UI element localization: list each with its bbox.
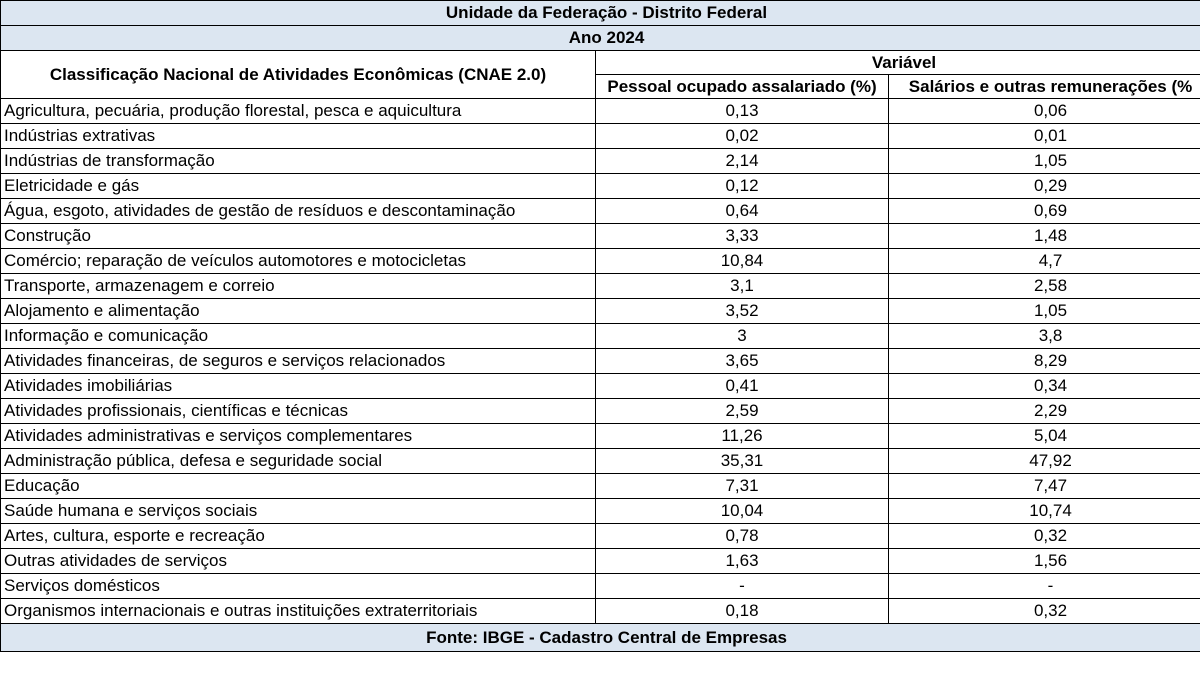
pessoal-value-cell[interactable]: 3,65 [596, 349, 889, 374]
footer-row [1, 624, 1200, 652]
year-label[interactable]: Ano 2024 [1, 26, 1200, 51]
pessoal-value-cell[interactable]: 0,18 [596, 599, 889, 624]
activity-label-cell[interactable]: Artes, cultura, esporte e recreação [1, 524, 596, 549]
activity-label-cell[interactable]: Transporte, armazenagem e correio [1, 274, 596, 299]
salarios-value-cell[interactable]: 10,74 [889, 499, 1200, 524]
source-footer[interactable]: Fonte: IBGE - Cadastro Central de Empresas [1, 624, 1200, 652]
activity-label-cell[interactable]: Comércio; reparação de veículos automotores e motocicletas [1, 249, 596, 274]
pessoal-value-cell[interactable]: 0,13 [596, 99, 889, 124]
header-row [1, 51, 1200, 75]
pessoal-value-cell[interactable]: 10,84 [596, 249, 889, 274]
activity-label-cell[interactable]: Atividades profissionais, científicas e técnicas [1, 399, 596, 424]
table-row [1, 249, 1200, 274]
salarios-value-cell[interactable]: - [889, 574, 1200, 599]
table-row [1, 374, 1200, 399]
table-row [1, 274, 1200, 299]
salarios-value-cell[interactable]: 1,05 [889, 299, 1200, 324]
pessoal-value-cell[interactable]: 3,52 [596, 299, 889, 324]
table-row [1, 324, 1200, 349]
salarios-value-cell[interactable]: 0,29 [889, 174, 1200, 199]
activity-label-cell[interactable]: Administração pública, defesa e seguridade social [1, 449, 596, 474]
table-row [1, 199, 1200, 224]
activity-label-cell[interactable]: Organismos internacionais e outras instituições extraterritoriais [1, 599, 596, 624]
title-row [1, 1, 1200, 26]
pessoal-value-cell[interactable]: 2,14 [596, 149, 889, 174]
col-header-salarios[interactable]: Salários e outras remunerações (% [889, 75, 1200, 99]
activity-label-cell[interactable]: Atividades administrativas e serviços complementares [1, 424, 596, 449]
salarios-value-cell[interactable]: 8,29 [889, 349, 1200, 374]
pessoal-value-cell[interactable]: 0,12 [596, 174, 889, 199]
table-row [1, 99, 1200, 124]
salarios-value-cell[interactable]: 1,05 [889, 149, 1200, 174]
activity-label-cell[interactable]: Informação e comunicação [1, 324, 596, 349]
pessoal-value-cell[interactable]: 1,63 [596, 549, 889, 574]
salarios-value-cell[interactable]: 3,8 [889, 324, 1200, 349]
salarios-value-cell[interactable]: 7,47 [889, 474, 1200, 499]
table-row [1, 224, 1200, 249]
salarios-value-cell[interactable]: 2,29 [889, 399, 1200, 424]
activity-label-cell[interactable]: Serviços domésticos [1, 574, 596, 599]
activity-label-cell[interactable]: Atividades imobiliárias [1, 374, 596, 399]
salarios-value-cell[interactable]: 5,04 [889, 424, 1200, 449]
salarios-value-cell[interactable]: 0,34 [889, 374, 1200, 399]
pessoal-value-cell[interactable]: 3 [596, 324, 889, 349]
salarios-value-cell[interactable]: 0,32 [889, 524, 1200, 549]
table-row [1, 524, 1200, 549]
salarios-value-cell[interactable]: 4,7 [889, 249, 1200, 274]
table-row [1, 399, 1200, 424]
pessoal-value-cell[interactable]: 2,59 [596, 399, 889, 424]
table-row [1, 174, 1200, 199]
classification-header[interactable]: Classificação Nacional de Atividades Econômicas (CNAE 2.0) [1, 51, 596, 99]
activity-label-cell[interactable]: Educação [1, 474, 596, 499]
activity-label-cell[interactable]: Outras atividades de serviços [1, 549, 596, 574]
table-row [1, 299, 1200, 324]
table-row [1, 449, 1200, 474]
variable-header[interactable]: Variável [596, 51, 1200, 75]
pessoal-value-cell[interactable]: 3,33 [596, 224, 889, 249]
table-row [1, 149, 1200, 174]
pessoal-value-cell[interactable]: 3,1 [596, 274, 889, 299]
pessoal-value-cell[interactable]: 11,26 [596, 424, 889, 449]
salarios-value-cell[interactable]: 2,58 [889, 274, 1200, 299]
table-row [1, 599, 1200, 624]
activity-label-cell[interactable]: Atividades financeiras, de seguros e serviços relacionados [1, 349, 596, 374]
salarios-value-cell[interactable]: 1,56 [889, 549, 1200, 574]
pessoal-value-cell[interactable]: - [596, 574, 889, 599]
pessoal-value-cell[interactable]: 7,31 [596, 474, 889, 499]
table-row [1, 574, 1200, 599]
table-title[interactable]: Unidade da Federação - Distrito Federal [1, 1, 1200, 26]
activity-label-cell[interactable]: Saúde humana e serviços sociais [1, 499, 596, 524]
table-row [1, 549, 1200, 574]
activity-label-cell[interactable]: Indústrias extrativas [1, 124, 596, 149]
activity-label-cell[interactable]: Indústrias de transformação [1, 149, 596, 174]
table-row [1, 499, 1200, 524]
activity-label-cell[interactable]: Alojamento e alimentação [1, 299, 596, 324]
table-row [1, 474, 1200, 499]
pessoal-value-cell[interactable]: 0,41 [596, 374, 889, 399]
pessoal-value-cell[interactable]: 10,04 [596, 499, 889, 524]
pessoal-value-cell[interactable]: 0,02 [596, 124, 889, 149]
salarios-value-cell[interactable]: 0,01 [889, 124, 1200, 149]
salarios-value-cell[interactable]: 0,69 [889, 199, 1200, 224]
table-row [1, 424, 1200, 449]
salarios-value-cell[interactable]: 0,06 [889, 99, 1200, 124]
activity-label-cell[interactable]: Construção [1, 224, 596, 249]
pessoal-value-cell[interactable]: 0,78 [596, 524, 889, 549]
pessoal-value-cell[interactable]: 0,64 [596, 199, 889, 224]
year-row [1, 26, 1200, 51]
salarios-value-cell[interactable]: 47,92 [889, 449, 1200, 474]
table-row [1, 124, 1200, 149]
activity-label-cell[interactable]: Eletricidade e gás [1, 174, 596, 199]
salarios-value-cell[interactable]: 0,32 [889, 599, 1200, 624]
table-row [1, 349, 1200, 374]
activity-label-cell[interactable]: Água, esgoto, atividades de gestão de resíduos e descontaminação [1, 199, 596, 224]
pessoal-value-cell[interactable]: 35,31 [596, 449, 889, 474]
col-header-pessoal[interactable]: Pessoal ocupado assalariado (%) [596, 75, 889, 99]
activity-label-cell[interactable]: Agricultura, pecuária, produção florestal, pesca e aquicultura [1, 99, 596, 124]
salarios-value-cell[interactable]: 1,48 [889, 224, 1200, 249]
